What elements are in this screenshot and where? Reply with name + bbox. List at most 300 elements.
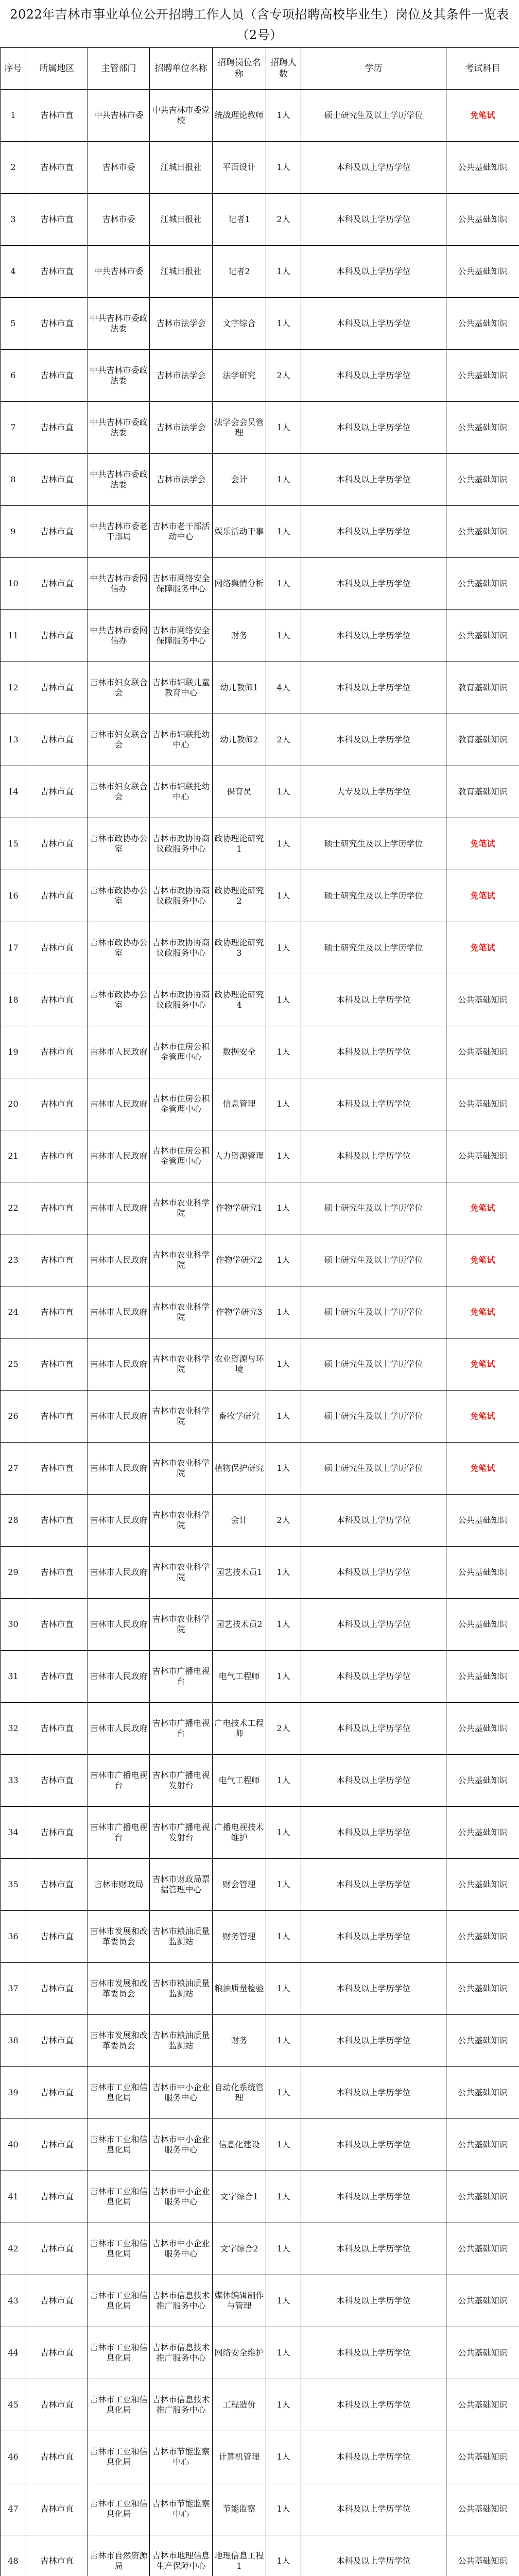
cell-education: 本科及以上学历学位 [301, 194, 446, 246]
cell-exam: 公共基础知识 [446, 1807, 519, 1859]
cell-employer: 吉林市中小企业服务中心 [150, 2119, 213, 2171]
table-row [1, 1338, 519, 1391]
table-row [1, 402, 519, 454]
cell-employer: 中共吉林市委党校 [150, 90, 213, 142]
cell-exam: 公共基础知识 [446, 2223, 519, 2275]
table-row [1, 1911, 519, 1963]
page-title: 2022年吉林市事业单位公开招聘工作人员（含专项招聘高校毕业生）岗位及其条件一览表（2号） [10, 7, 509, 42]
cell-count: 1人 [266, 2327, 301, 2379]
table-row [1, 1182, 519, 1234]
cell-index: 42 [1, 2223, 26, 2275]
cell-exam: 公共基础知识 [446, 1963, 519, 2015]
cell-employer: 吉林市粮油质量监测站 [150, 1963, 213, 2015]
cell-education: 本科及以上学历学位 [301, 610, 446, 662]
cell-education: 本科及以上学历学位 [301, 2223, 446, 2275]
cell-education: 本科及以上学历学位 [301, 974, 446, 1026]
table-row [1, 1443, 519, 1495]
cell-position: 平面设计 [213, 142, 266, 194]
table-row [1, 2327, 519, 2379]
cell-employer: 吉林市农业科学院 [150, 1234, 213, 1286]
cell-count: 1人 [266, 2171, 301, 2223]
cell-education: 本科及以上学历学位 [301, 1130, 446, 1182]
cell-exam: 公共基础知识 [446, 2431, 519, 2483]
table-row [1, 2275, 519, 2327]
cell-region: 吉林市直 [26, 922, 88, 974]
cell-exam: 公共基础知识 [446, 1078, 519, 1130]
cell-position: 保育员 [213, 766, 266, 818]
cell-education: 本科及以上学历学位 [301, 298, 446, 350]
table-row [1, 610, 519, 662]
cell-index: 29 [1, 1547, 26, 1599]
table-row [1, 298, 519, 350]
cell-count: 1人 [266, 1286, 301, 1338]
cell-position: 财会管理 [213, 1859, 266, 1911]
cell-region: 吉林市直 [26, 2327, 88, 2379]
cell-count: 1人 [266, 1807, 301, 1859]
cell-exam: 免笔试 [446, 922, 519, 974]
cell-department: 吉林市人民政府 [88, 1547, 150, 1599]
cell-education: 本科及以上学历学位 [301, 1026, 446, 1078]
cell-employer: 吉林市农业科学院 [150, 1547, 213, 1599]
cell-employer: 吉林市妇联儿童教育中心 [150, 662, 213, 714]
cell-employer: 吉林市住房公积金管理中心 [150, 1026, 213, 1078]
table-row [1, 1547, 519, 1599]
table-row [1, 142, 519, 194]
cell-index: 30 [1, 1599, 26, 1651]
cell-count: 1人 [266, 1391, 301, 1443]
cell-index: 12 [1, 662, 26, 714]
cell-region: 吉林市直 [26, 1026, 88, 1078]
cell-count: 1人 [266, 1182, 301, 1234]
cell-region: 吉林市直 [26, 2119, 88, 2171]
cell-department: 中共吉林市委 [88, 90, 150, 142]
cell-region: 吉林市直 [26, 1755, 88, 1807]
cell-exam: 公共基础知识 [446, 2015, 519, 2067]
table-row [1, 714, 519, 766]
cell-region: 吉林市直 [26, 246, 88, 298]
cell-region: 吉林市直 [26, 1651, 88, 1703]
cell-count: 1人 [266, 2431, 301, 2483]
table-row [1, 2015, 519, 2067]
cell-employer: 吉林市中小企业服务中心 [150, 2223, 213, 2275]
cell-exam: 公共基础知识 [446, 2119, 519, 2171]
table-row [1, 246, 519, 298]
cell-count: 1人 [266, 2483, 301, 2535]
cell-exam: 公共基础知识 [446, 298, 519, 350]
cell-position: 作物学研究1 [213, 1182, 266, 1234]
cell-department: 吉林市人民政府 [88, 1182, 150, 1234]
table-row [1, 2171, 519, 2223]
cell-region: 吉林市直 [26, 2379, 88, 2431]
cell-region: 吉林市直 [26, 2431, 88, 2483]
cell-department: 吉林市发展和改革委员会 [88, 1963, 150, 2015]
cell-department: 吉林市工业和信息化局 [88, 2327, 150, 2379]
cell-department: 吉林市工业和信息化局 [88, 2223, 150, 2275]
cell-index: 7 [1, 402, 26, 454]
cell-exam: 公共基础知识 [446, 142, 519, 194]
cell-region: 吉林市直 [26, 1338, 88, 1391]
cell-exam: 教育基础知识 [446, 662, 519, 714]
cell-index: 32 [1, 1703, 26, 1755]
cell-employer: 吉林市信息技术推广服务中心 [150, 2327, 213, 2379]
table-row [1, 1130, 519, 1182]
cell-exam: 公共基础知识 [446, 2535, 519, 2576]
cell-region: 吉林市直 [26, 142, 88, 194]
cell-exam: 免笔试 [446, 870, 519, 922]
cell-region: 吉林市直 [26, 1130, 88, 1182]
cell-exam: 公共基础知识 [446, 2067, 519, 2119]
cell-employer: 吉林市粮油质量监测站 [150, 2015, 213, 2067]
cell-exam: 免笔试 [446, 1443, 519, 1495]
cell-employer: 吉林市财政局票据管理中心 [150, 1859, 213, 1911]
cell-education: 硕士研究生及以上学历学位 [301, 1234, 446, 1286]
job-table [0, 47, 519, 2576]
cell-exam: 公共基础知识 [446, 1703, 519, 1755]
table-row [1, 1703, 519, 1755]
cell-education: 本科及以上学历学位 [301, 142, 446, 194]
cell-index: 15 [1, 818, 26, 870]
cell-education: 硕士研究生及以上学历学位 [301, 1391, 446, 1443]
cell-department: 吉林市自然资源局 [88, 2535, 150, 2576]
cell-exam: 公共基础知识 [446, 2327, 519, 2379]
cell-region: 吉林市直 [26, 2483, 88, 2535]
cell-position: 财务管理 [213, 1911, 266, 1963]
cell-index: 34 [1, 1807, 26, 1859]
cell-index: 47 [1, 2483, 26, 2535]
cell-position: 政协理论研究4 [213, 974, 266, 1026]
cell-employer: 吉林市农业科学院 [150, 1391, 213, 1443]
cell-position: 记者1 [213, 194, 266, 246]
table-row [1, 2483, 519, 2535]
cell-region: 吉林市直 [26, 714, 88, 766]
cell-count: 1人 [266, 454, 301, 506]
cell-position: 法学会会员管理 [213, 402, 266, 454]
cell-department: 吉林市工业和信息化局 [88, 2119, 150, 2171]
cell-exam: 公共基础知识 [446, 1859, 519, 1911]
cell-employer: 吉林市农业科学院 [150, 1182, 213, 1234]
cell-position: 娱乐活动干事 [213, 506, 266, 558]
cell-index: 5 [1, 298, 26, 350]
cell-index: 4 [1, 246, 26, 298]
cell-exam: 免笔试 [446, 1338, 519, 1391]
cell-education: 本科及以上学历学位 [301, 2431, 446, 2483]
cell-department: 中共吉林市委 [88, 246, 150, 298]
cell-count: 1人 [266, 246, 301, 298]
cell-count: 1人 [266, 1547, 301, 1599]
table-row [1, 558, 519, 610]
cell-count: 1人 [266, 298, 301, 350]
cell-index: 40 [1, 2119, 26, 2171]
cell-employer: 吉林市地理信息生产保障中心 [150, 2535, 213, 2576]
table-row [1, 2067, 519, 2119]
cell-region: 吉林市直 [26, 974, 88, 1026]
cell-exam: 公共基础知识 [446, 974, 519, 1026]
cell-education: 本科及以上学历学位 [301, 2327, 446, 2379]
cell-exam: 教育基础知识 [446, 766, 519, 818]
cell-employer: 吉林市政协协商议政服务中心 [150, 922, 213, 974]
cell-education: 硕士研究生及以上学历学位 [301, 1443, 446, 1495]
cell-position: 地理信息工程1 [213, 2535, 266, 2576]
cell-position: 畜牧学研究 [213, 1391, 266, 1443]
cell-count: 1人 [266, 402, 301, 454]
cell-education: 本科及以上学历学位 [301, 558, 446, 610]
cell-department: 吉林市委 [88, 142, 150, 194]
cell-position: 文字综合1 [213, 2171, 266, 2223]
cell-exam: 公共基础知识 [446, 1651, 519, 1703]
cell-exam: 公共基础知识 [446, 350, 519, 402]
cell-education: 本科及以上学历学位 [301, 2119, 446, 2171]
cell-education: 硕士研究生及以上学历学位 [301, 1338, 446, 1391]
cell-index: 43 [1, 2275, 26, 2327]
cell-position: 记者2 [213, 246, 266, 298]
cell-position: 政协理论研究2 [213, 870, 266, 922]
table-row [1, 1286, 519, 1338]
cell-employer: 吉林市法学会 [150, 402, 213, 454]
cell-position: 人力资源管理 [213, 1130, 266, 1182]
cell-employer: 吉林市广播电视发射台 [150, 1755, 213, 1807]
cell-employer: 吉林市网络安全保障服务中心 [150, 610, 213, 662]
cell-position: 节能监察 [213, 2483, 266, 2535]
cell-region: 吉林市直 [26, 350, 88, 402]
cell-department: 吉林市人民政府 [88, 1599, 150, 1651]
cell-index: 20 [1, 1078, 26, 1130]
cell-position: 网络舆情分析 [213, 558, 266, 610]
cell-exam: 公共基础知识 [446, 1755, 519, 1807]
table-row [1, 974, 519, 1026]
cell-index: 22 [1, 1182, 26, 1234]
cell-position: 广播电视技术维护 [213, 1807, 266, 1859]
cell-index: 9 [1, 506, 26, 558]
cell-index: 26 [1, 1391, 26, 1443]
cell-employer: 吉林市中小企业服务中心 [150, 2171, 213, 2223]
cell-region: 吉林市直 [26, 1078, 88, 1130]
cell-index: 28 [1, 1495, 26, 1547]
table-row [1, 194, 519, 246]
cell-exam: 公共基础知识 [446, 2171, 519, 2223]
cell-region: 吉林市直 [26, 298, 88, 350]
cell-exam: 公共基础知识 [446, 1547, 519, 1599]
cell-employer: 吉林市农业科学院 [150, 1599, 213, 1651]
cell-count: 1人 [266, 558, 301, 610]
cell-region: 吉林市直 [26, 2535, 88, 2576]
cell-exam: 教育基础知识 [446, 714, 519, 766]
cell-department: 吉林市工业和信息化局 [88, 2431, 150, 2483]
cell-department: 吉林市工业和信息化局 [88, 2379, 150, 2431]
table-row [1, 1078, 519, 1130]
cell-count: 1人 [266, 1755, 301, 1807]
cell-exam: 公共基础知识 [446, 402, 519, 454]
table-row [1, 2379, 519, 2431]
cell-position: 财务 [213, 2015, 266, 2067]
cell-exam: 公共基础知识 [446, 2275, 519, 2327]
cell-exam: 免笔试 [446, 1234, 519, 1286]
cell-education: 本科及以上学历学位 [301, 2535, 446, 2576]
cell-count: 1人 [266, 2015, 301, 2067]
cell-index: 19 [1, 1026, 26, 1078]
cell-department: 吉林市人民政府 [88, 1234, 150, 1286]
header-region: 所属地区 [26, 48, 88, 90]
cell-count: 4人 [266, 662, 301, 714]
cell-employer: 吉林市农业科学院 [150, 1338, 213, 1391]
cell-index: 11 [1, 610, 26, 662]
cell-department: 吉林市人民政府 [88, 1338, 150, 1391]
cell-position: 作物学研究2 [213, 1234, 266, 1286]
cell-education: 本科及以上学历学位 [301, 1078, 446, 1130]
cell-education: 本科及以上学历学位 [301, 1911, 446, 1963]
cell-education: 本科及以上学历学位 [301, 2067, 446, 2119]
cell-region: 吉林市直 [26, 2015, 88, 2067]
cell-count: 1人 [266, 766, 301, 818]
cell-education: 大专及以上学历学位 [301, 766, 446, 818]
cell-region: 吉林市直 [26, 1963, 88, 2015]
cell-position: 会计 [213, 454, 266, 506]
cell-position: 信息化建设 [213, 2119, 266, 2171]
cell-department: 吉林市工业和信息化局 [88, 2483, 150, 2535]
cell-index: 37 [1, 1963, 26, 2015]
cell-exam: 免笔试 [446, 90, 519, 142]
cell-count: 1人 [266, 1859, 301, 1911]
cell-exam: 免笔试 [446, 818, 519, 870]
cell-position: 信息管理 [213, 1078, 266, 1130]
cell-index: 10 [1, 558, 26, 610]
cell-employer: 吉林市广播电视发射台 [150, 1807, 213, 1859]
cell-exam: 免笔试 [446, 1391, 519, 1443]
cell-employer: 吉林市信息技术推广服务中心 [150, 2379, 213, 2431]
cell-index: 35 [1, 1859, 26, 1911]
cell-education: 本科及以上学历学位 [301, 2275, 446, 2327]
cell-region: 吉林市直 [26, 870, 88, 922]
table-row [1, 1026, 519, 1078]
cell-index: 3 [1, 194, 26, 246]
cell-education: 硕士研究生及以上学历学位 [301, 1286, 446, 1338]
cell-exam: 公共基础知识 [446, 2379, 519, 2431]
cell-region: 吉林市直 [26, 194, 88, 246]
cell-exam: 公共基础知识 [446, 1130, 519, 1182]
cell-employer: 吉林市中小企业服务中心 [150, 2067, 213, 2119]
cell-exam: 公共基础知识 [446, 506, 519, 558]
cell-education: 本科及以上学历学位 [301, 1859, 446, 1911]
cell-count: 1人 [266, 506, 301, 558]
cell-position: 会计 [213, 1495, 266, 1547]
cell-index: 39 [1, 2067, 26, 2119]
cell-department: 吉林市人民政府 [88, 1651, 150, 1703]
cell-count: 1人 [266, 1234, 301, 1286]
cell-position: 网络安全维护 [213, 2327, 266, 2379]
cell-index: 41 [1, 2171, 26, 2223]
cell-department: 吉林市委 [88, 194, 150, 246]
cell-employer: 吉林市政协协商议政服务中心 [150, 974, 213, 1026]
cell-employer: 吉林市住房公积金管理中心 [150, 1130, 213, 1182]
cell-employer: 吉林市农业科学院 [150, 1443, 213, 1495]
cell-region: 吉林市直 [26, 610, 88, 662]
cell-index: 36 [1, 1911, 26, 1963]
cell-count: 1人 [266, 1338, 301, 1391]
cell-region: 吉林市直 [26, 1391, 88, 1443]
cell-position: 政协理论研究3 [213, 922, 266, 974]
table-row [1, 766, 519, 818]
cell-index: 1 [1, 90, 26, 142]
cell-department: 吉林市人民政府 [88, 1130, 150, 1182]
cell-education: 本科及以上学历学位 [301, 1703, 446, 1755]
cell-department: 中共吉林市委网信办 [88, 558, 150, 610]
cell-employer: 吉林市粮油质量监测站 [150, 1911, 213, 1963]
cell-index: 27 [1, 1443, 26, 1495]
table-row [1, 2535, 519, 2576]
header-department: 主管部门 [88, 48, 150, 90]
cell-education: 本科及以上学历学位 [301, 2171, 446, 2223]
cell-exam: 公共基础知识 [446, 1495, 519, 1547]
cell-employer: 吉林市政协协商议政服务中心 [150, 870, 213, 922]
cell-department: 吉林市政协办公室 [88, 870, 150, 922]
cell-employer: 吉林市法学会 [150, 350, 213, 402]
cell-employer: 吉林市节能监察中心 [150, 2431, 213, 2483]
table-row [1, 2223, 519, 2275]
header-position: 招聘岗位名称 [213, 48, 266, 90]
cell-count: 1人 [266, 2535, 301, 2576]
cell-exam: 公共基础知识 [446, 454, 519, 506]
cell-employer: 吉林市妇联托幼中心 [150, 714, 213, 766]
header-employer: 招聘单位名称 [150, 48, 213, 90]
cell-department: 吉林市妇女联合会 [88, 714, 150, 766]
cell-position: 植物保护研究 [213, 1443, 266, 1495]
table-row [1, 662, 519, 714]
cell-region: 吉林市直 [26, 2275, 88, 2327]
table-row [1, 1963, 519, 2015]
cell-department: 吉林市政协办公室 [88, 974, 150, 1026]
header-row [1, 48, 519, 90]
table-body [1, 90, 519, 2576]
cell-employer: 吉林市住房公积金管理中心 [150, 1078, 213, 1130]
cell-count: 1人 [266, 1443, 301, 1495]
cell-position: 广电技术工程师 [213, 1703, 266, 1755]
cell-region: 吉林市直 [26, 1495, 88, 1547]
table-row [1, 90, 519, 142]
cell-index: 13 [1, 714, 26, 766]
cell-exam: 公共基础知识 [446, 558, 519, 610]
cell-exam: 免笔试 [446, 1286, 519, 1338]
cell-position: 文字综合2 [213, 2223, 266, 2275]
cell-exam: 公共基础知识 [446, 1599, 519, 1651]
cell-education: 本科及以上学历学位 [301, 402, 446, 454]
cell-position: 农业资源与环境 [213, 1338, 266, 1391]
cell-education: 本科及以上学历学位 [301, 246, 446, 298]
cell-count: 1人 [266, 1911, 301, 1963]
cell-region: 吉林市直 [26, 766, 88, 818]
cell-department: 吉林市人民政府 [88, 1443, 150, 1495]
cell-employer: 江城日报社 [150, 194, 213, 246]
cell-department: 吉林市政协办公室 [88, 922, 150, 974]
cell-department: 吉林市人民政府 [88, 1286, 150, 1338]
cell-department: 吉林市政协办公室 [88, 818, 150, 870]
cell-position: 统战理论教师 [213, 90, 266, 142]
cell-employer: 吉林市政协协商议政服务中心 [150, 818, 213, 870]
cell-position: 自动化系统管理 [213, 2067, 266, 2119]
cell-index: 18 [1, 974, 26, 1026]
table-row [1, 506, 519, 558]
cell-education: 本科及以上学历学位 [301, 1651, 446, 1703]
table-row [1, 870, 519, 922]
cell-position: 电气工程师 [213, 1651, 266, 1703]
cell-exam: 公共基础知识 [446, 246, 519, 298]
cell-education: 硕士研究生及以上学历学位 [301, 90, 446, 142]
cell-employer: 吉林市农业科学院 [150, 1286, 213, 1338]
cell-education: 本科及以上学历学位 [301, 454, 446, 506]
cell-region: 吉林市直 [26, 1234, 88, 1286]
cell-exam: 公共基础知识 [446, 1026, 519, 1078]
cell-department: 中共吉林市委老干部局 [88, 506, 150, 558]
cell-education: 本科及以上学历学位 [301, 2379, 446, 2431]
header-education: 学历 [301, 48, 446, 90]
